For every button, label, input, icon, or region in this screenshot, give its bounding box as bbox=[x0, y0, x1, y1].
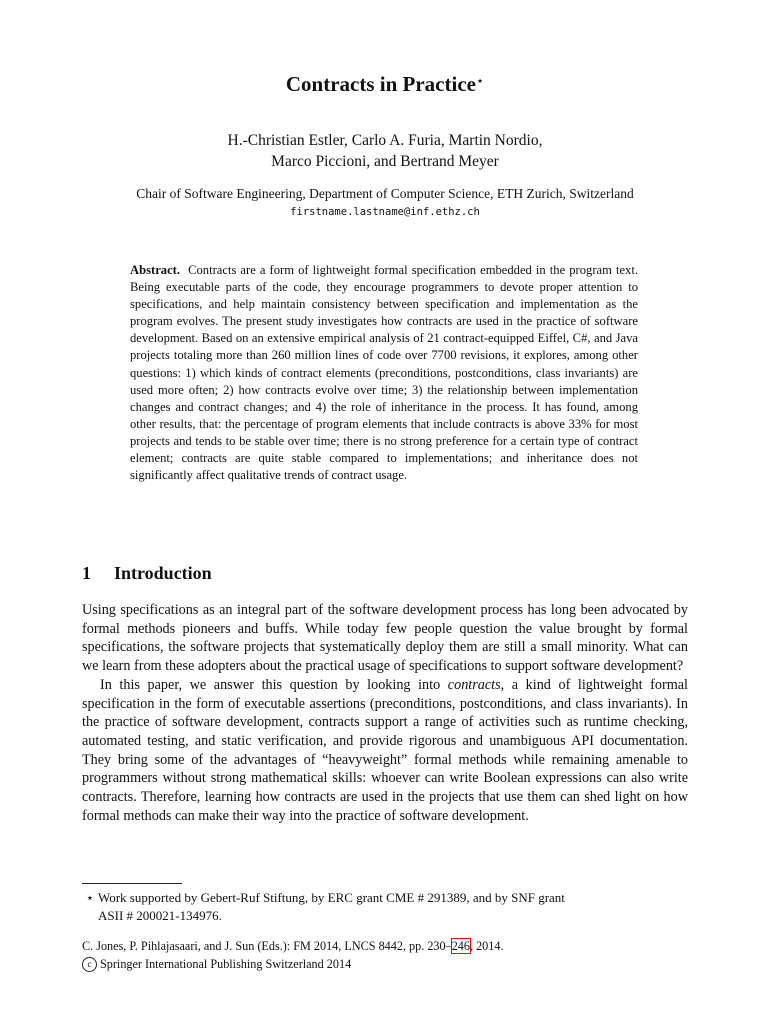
copyright-line bbox=[82, 955, 688, 973]
footnote-line-2: ASII # 200021-134976. bbox=[98, 908, 222, 923]
copyright-text: Springer International Publishing Switzerland 2014 bbox=[100, 957, 352, 971]
abstract-label: Abstract. bbox=[130, 263, 181, 277]
intro-paragraph-1: Using specifications as an integral part of the software development process has long been advocated by formal methods pioneers and buffs. While today few people question the value brought by formal specifications, the software projects that systematically deploy them are still a small minority. What can we learn from these adopters about the practical usage of specifications to support software development? bbox=[82, 602, 688, 675]
intro-paragraph-2-start: In this paper, we answer this question by looking into bbox=[100, 676, 448, 693]
abstract bbox=[130, 262, 638, 484]
introduction-body bbox=[82, 601, 688, 825]
emphasized-term: contracts bbox=[447, 676, 501, 693]
affiliation: Chair of Software Engineering, Department of Computer Science, ETH Zurich, Switzerland bbox=[136, 186, 634, 201]
section-number: 1 bbox=[82, 563, 91, 583]
footnote-mark: ⋆ bbox=[85, 890, 95, 905]
section-heading bbox=[82, 563, 212, 584]
citation-block bbox=[82, 937, 688, 973]
affiliation-block bbox=[0, 184, 770, 222]
authors-line-1: H.-Christian Estler, Carlo A. Furia, Martin Nordio, bbox=[227, 132, 543, 149]
authors bbox=[0, 130, 770, 172]
citation-line bbox=[82, 937, 688, 955]
title-footnote-mark: ⋆ bbox=[475, 73, 485, 88]
footnote bbox=[82, 889, 688, 925]
intro-paragraph-2 bbox=[82, 676, 688, 826]
author-email: firstname.lastname@inf.ethz.ch bbox=[290, 206, 480, 218]
title-text: Contracts in Practice bbox=[285, 72, 476, 96]
footnote-line-1: Work supported by Gebert-Ruf Stiftung, by ERC grant CME # 291389, and by SNF grant bbox=[98, 890, 565, 905]
citation-year: , 2014. bbox=[469, 939, 504, 953]
intro-paragraph-2-rest: , a kind of lightweight formal specification in the form of executable assertions (preconditions, postconditions, and class invariants). In the practice of software development, contracts support a range of activities such as runtime checking, automated testing, and static verification, and provide rigorous and unambiguous API documentation. They bring some of the advantages of “heavyweight” formal methods while remaining amenable to programmers without strong mathematical skills: whoever can write Boolean expressions can also write contracts. Therefore, learning how contracts are used in the projects that use them can shed light on how formal methods can make their way into the practice of software development. bbox=[82, 676, 688, 824]
page-range-link[interactable]: 246 bbox=[451, 939, 470, 953]
citation-text: C. Jones, P. Pihlajasaari, and J. Sun (Eds.): FM 2014, LNCS 8442, pp. 230– bbox=[82, 939, 452, 953]
section-title: Introduction bbox=[114, 563, 212, 583]
footnote-rule bbox=[82, 883, 182, 884]
paper-title bbox=[0, 72, 770, 97]
copyright-icon: c bbox=[82, 957, 97, 972]
authors-line-2: Marco Piccioni, and Bertrand Meyer bbox=[271, 153, 499, 170]
abstract-text: Contracts are a form of lightweight formal specification embedded in the program text. Being executable parts of the code, they encourage programmers to devote proper attention to specifications, and help maintain consistency between specification and implementation as the program evolves. The present study investigates how contracts are used in the practice of software development. Based on an extensive empirical analysis of 21 contract-equipped Eiffel, C#, and Java projects totaling more than 260 million lines of code over 7700 revisions, it explores, among other questions: 1) which kinds of contract elements (preconditions, postconditions, class invariants) are used more often; 2) how contracts evolve over time; 3) the relationship between implementation changes and contract changes; and 4) the role of inheritance in the process. It has found, among other results, that: the percentage of program elements that include contracts is above 33% for most projects and tends to be stable over time; there is no strong preference for a certain type of contract element; contracts are quite stable compared to implementations; and inheritance does not significantly affect qualitative trends of contract usage. bbox=[130, 263, 639, 483]
